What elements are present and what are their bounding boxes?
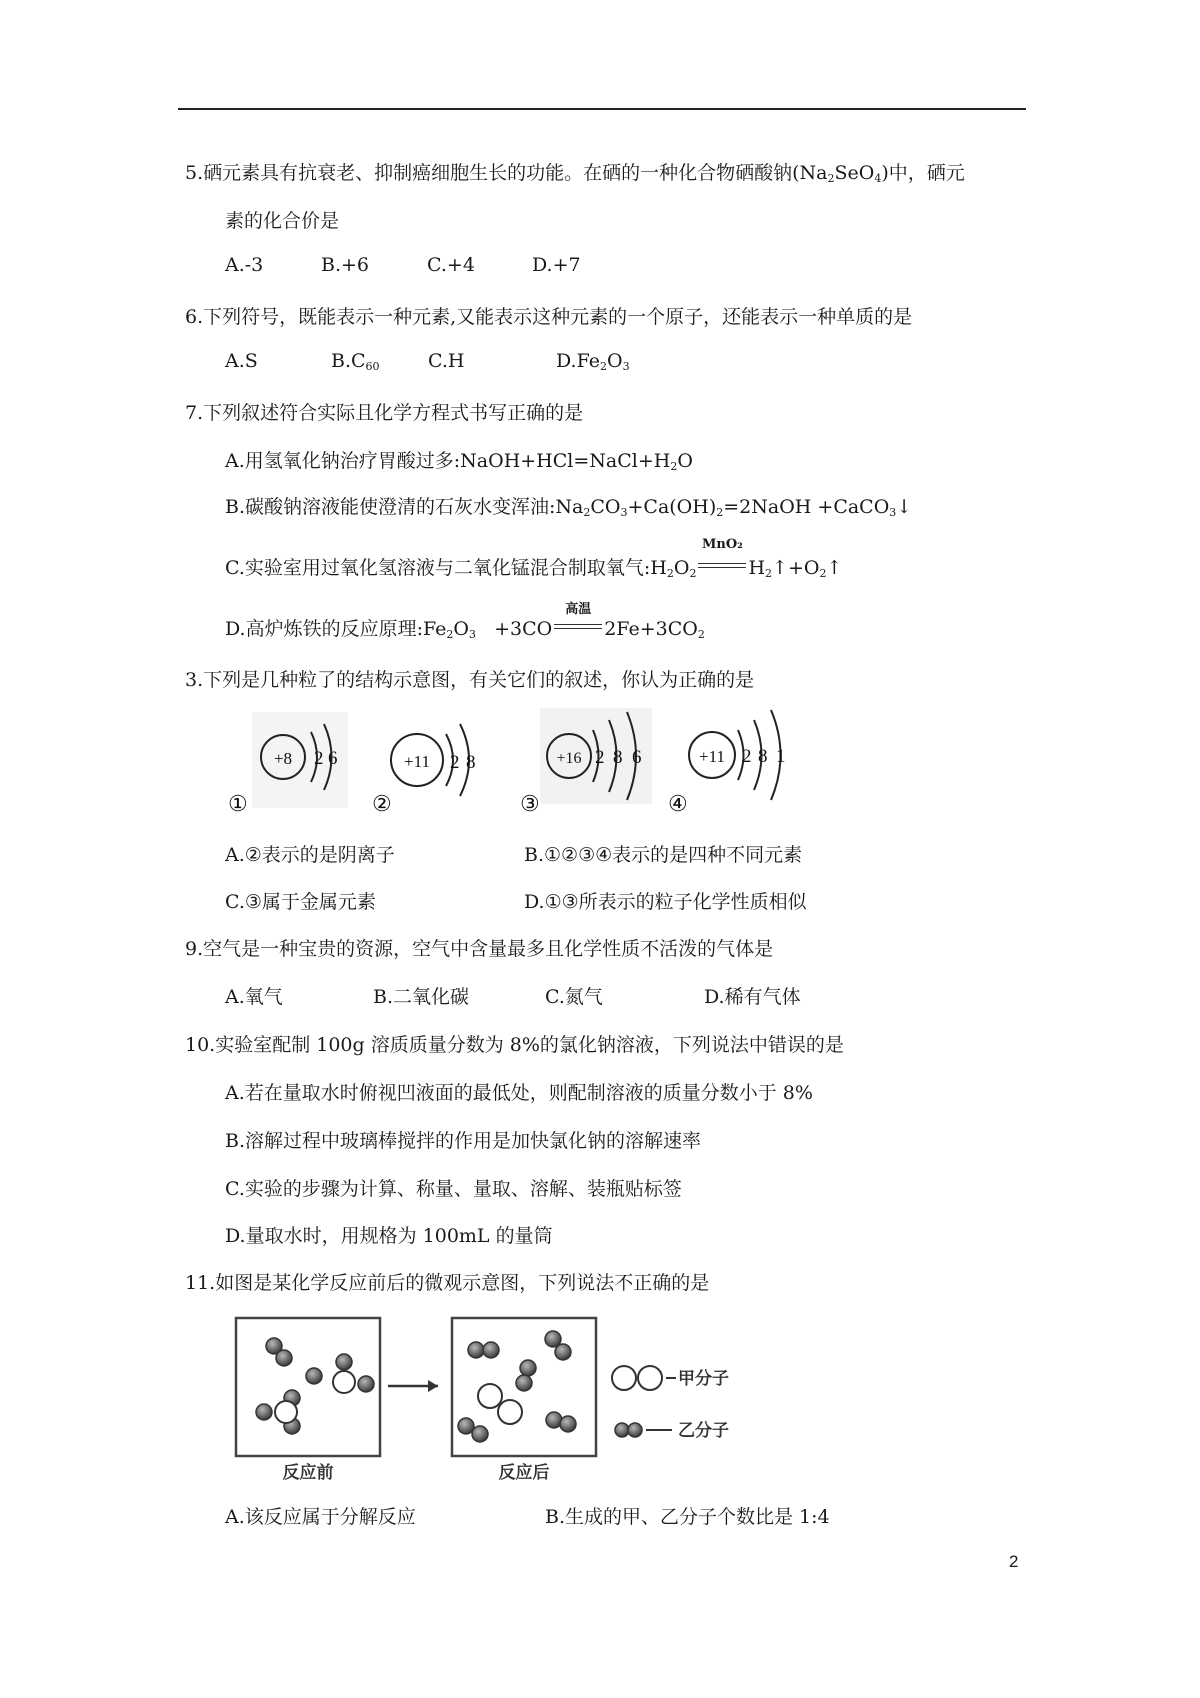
legend-jia-molecule [612, 1366, 729, 1390]
figure-1-shell-2: 6 [328, 748, 338, 769]
q11-option-b: B.生成的甲、乙分子个数比是 1:4 [545, 1506, 830, 1528]
after-label: 反应后 [498, 1463, 550, 1483]
q7-option-d: D.高炉炼铁的反应原理$:Fe_2O_3 +3CO$ 高温 $2Fe+3CO_2$ [225, 602, 705, 641]
question-7-stem: 7.下列叙述符合实际且化学方程式书写正确的是 [185, 402, 584, 424]
before-label: 反应前 [282, 1463, 334, 1483]
figure-2-shell-2: 8 [466, 752, 476, 773]
q7-option-a: A.用氢氧化钠治疗胃酸过多$:NaOH+HCl=NaCl+H_2O$ [225, 450, 693, 473]
reaction-micro-diagram [228, 1314, 788, 1484]
legend-yi-label: 乙分子 [678, 1421, 729, 1441]
q7-option-b: B.碳酸钠溶液能使澄清的石灰水变浑油$:Na_2CO_3+Ca(OH)_2=2NaOH$ +CaCO$_3$↓ [225, 496, 913, 519]
q6-option-c: C.H [428, 350, 465, 372]
figure-2-shell-1: 2 [450, 752, 460, 773]
figure-4-shell-1: 2 [742, 746, 752, 767]
atom-structure-diagrams [228, 708, 828, 818]
figure-3-shell-2: 8 [613, 747, 623, 768]
figure-2-nucleus-charge: +11 [404, 752, 430, 771]
figure-3-shell-1: 2 [595, 747, 605, 768]
figure-4-nucleus-charge: +11 [699, 747, 725, 766]
q8-option-c: C.③属于金属元素 [225, 891, 376, 913]
q9-option-c: C.氮气 [545, 986, 603, 1008]
question-8-stem: 3.下列是几种粒了的结构示意图，有关它们的叙述，你认为正确的是 [185, 669, 755, 691]
q8-option-a: A.②表示的是阴离子 [225, 844, 395, 866]
figure-3-nucleus-charge: +16 [556, 750, 582, 767]
question-6-stem: 6.下列符号，既能表示一种元素,又能表示这种元素的一个原子，还能表示一种单质的是 [185, 306, 913, 328]
q9-option-a: A.氧气 [225, 986, 283, 1008]
page-number: 2 [1009, 1552, 1019, 1571]
q10-option-d: D.量取水时，用规格为 100mL 的量筒 [225, 1225, 553, 1247]
q5-option-c: C.+4 [427, 254, 475, 276]
mno2-condition: MnO₂ [698, 559, 746, 573]
header-rule [178, 108, 1026, 110]
figure-1-label: ① [228, 791, 248, 816]
high-temp-condition: 高温 [554, 620, 602, 634]
q5-option-a: A.-3 [225, 254, 264, 276]
q8-option-d: D.①③所表示的粒子化学性质相似 [524, 891, 807, 913]
question-5-stem: 5.硒元素具有抗衰老、抑制癌细胞生长的功能。在硒的一种化合物硒酸钠$(Na_2SeO_4)$中，硒元 [185, 162, 965, 185]
q7-option-c: C.实验室用过氧化氢溶液与二氧化锰混合制取氧气$:H_2O_2$ MnO₂ $H_2↑+O_2↑$ [225, 537, 843, 580]
q5-option-b: B.+6 [321, 254, 370, 276]
figure-1-nucleus-charge: +8 [273, 749, 293, 768]
legend-jia-label: 甲分子 [678, 1369, 729, 1389]
figure-3-label: ③ [520, 791, 540, 816]
q9-option-d: D.稀有气体 [704, 986, 801, 1008]
q5-option-d: D.+7 [532, 254, 581, 276]
question-10-stem: 10.实验室配制 100g 溶质质量分数为 8%的氯化钠溶液，下列说法中错误的是 [185, 1034, 844, 1056]
figure-2-label: ② [372, 791, 392, 816]
q6-option-a: A.S [225, 350, 258, 372]
q10-option-b: B.溶解过程中玻璃棒搅拌的作用是加快氯化钠的溶解速率 [225, 1130, 702, 1152]
figure-1-shell-1: 2 [314, 748, 324, 769]
q6-option-b: $B.C_{60}$ [331, 350, 380, 373]
q6-option-d: $D.Fe_2O_3$ [556, 350, 630, 373]
q10-option-c: C.实验的步骤为计算、称量、量取、溶解、装瓶贴标签 [225, 1178, 682, 1200]
figure-4-shell-3: 1 [776, 746, 786, 767]
q11-option-a: A.该反应属于分解反应 [225, 1506, 416, 1528]
question-5-stem-cont: 素的化合价是 [225, 210, 340, 232]
figure-4-shell-2: 8 [758, 746, 768, 767]
legend-yi-molecule [615, 1420, 729, 1441]
figure-4-label: ④ [668, 791, 688, 816]
figure-3-shell-3: 6 [632, 747, 642, 768]
q10-option-a: A.若在量取水时俯视凹液面的最低处，则配制溶液的质量分数小于 8% [225, 1082, 813, 1104]
q9-option-b: B.二氧化碳 [373, 986, 470, 1008]
question-9-stem: 9.空气是一种宝贵的资源，空气中含量最多且化学性质不活泼的气体是 [185, 938, 774, 960]
question-11-stem: 11.如图是某化学反应前后的微观示意图，下列说法不正确的是 [185, 1272, 710, 1294]
q8-option-b: B.①②③④表示的是四种不同元素 [524, 844, 803, 866]
